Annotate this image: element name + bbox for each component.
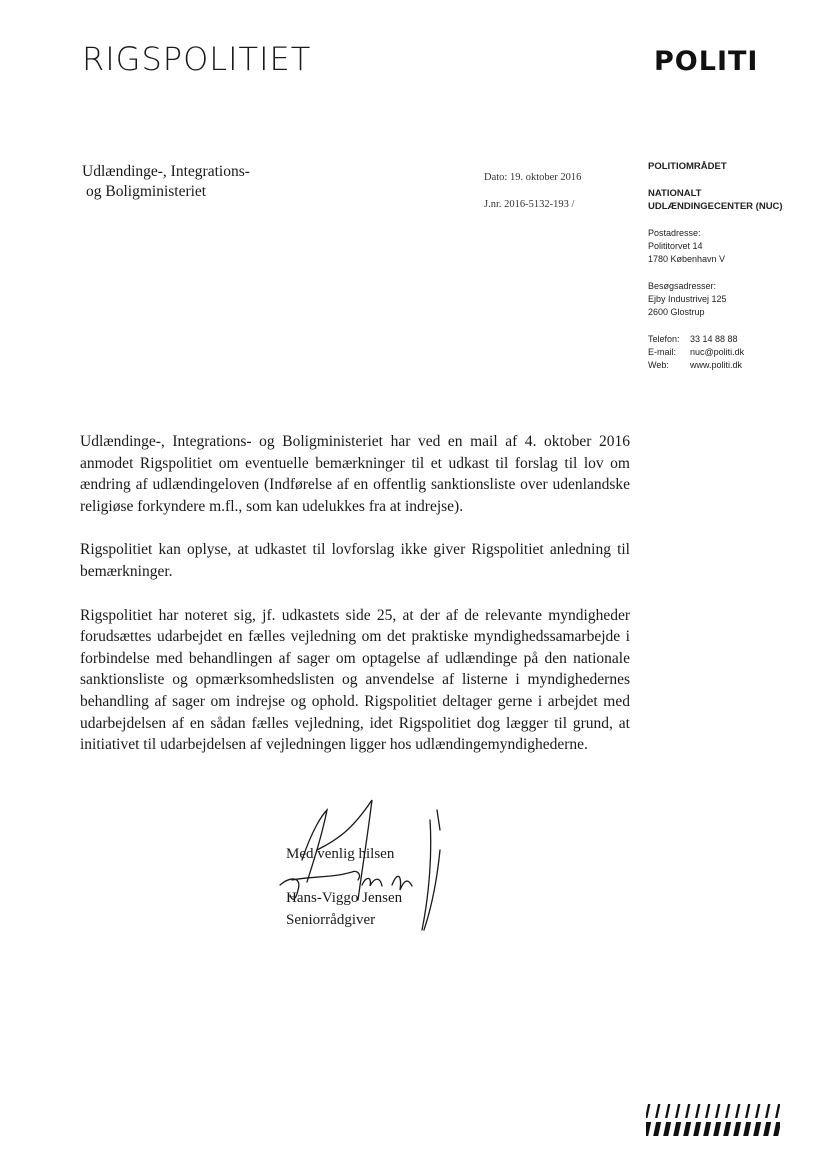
handwritten-signature — [262, 790, 462, 940]
postal-street: Polititorvet 14 — [648, 241, 703, 251]
visit-city: 2600 Glostrup — [648, 307, 705, 317]
addressee-line-2: og Boligministeriet — [86, 183, 207, 200]
email-label: E-mail: — [648, 347, 677, 357]
addressee-line-1: Udlændinge-, Integrations- — [82, 163, 250, 180]
phone-label: Telefon: — [648, 334, 680, 344]
web-label: Web: — [648, 360, 669, 370]
phone-value: 33 14 88 88 — [690, 334, 738, 344]
journal-number: J.nr. 2016-5132-193 / — [484, 199, 575, 210]
addressee — [82, 162, 250, 202]
email-value: nuc@politi.dk — [690, 347, 745, 357]
postal-city: 1780 København V — [648, 254, 726, 264]
organization-name: RIGSPOLITIET — [82, 40, 312, 78]
date: Dato: 19. oktober 2016 — [484, 172, 582, 183]
phone-row — [648, 333, 818, 346]
barcode-stripes — [646, 1104, 780, 1138]
unit-line-1: NATIONALT — [648, 188, 702, 199]
email-row — [648, 346, 818, 359]
letter-body — [80, 431, 630, 778]
paragraph-1: Udlændinge-, Integrations- og Boligministeriet har ved en mail af 4. oktober 2016 anmodet Rigspolitiet om eventuelle bemærkninger til et udkast til forslag til lov om ændring af udlændingeloven (Indførelse af en offentlig sanktionsliste over udenlandske religiøse forkyndere m.fl., som kan udelukkes fra at indrejse). — [80, 433, 630, 515]
signatory-title: Seniorrådgiver — [286, 912, 376, 928]
paragraph-3: Rigspolitiet har noteret sig, jf. udkastets side 25, at der af de relevante myndigheder forudsættes udarbejdet en fælles vejledning om det praktiske myndighedssamarbejde i forbindelse med behandlingen af sager om optagelse af udlændinge på den nationale sanktionsliste og opmærksomhedslisten og anvendelse af listerne i myndighedernes behandling af sager om indrejse og ophold. Rigspolitiet deltager gerne i arbejdet med udarbejdelsen af en sådan fælles vejledning, idet Rigspolitiet dog lægger til grund, at initiativet til udarbejdelsen af vejledningen ligger hos udlændingemyndighederne. — [80, 606, 630, 754]
closing-greeting: Med venlig hilsen — [286, 846, 395, 862]
paragraph-2: Rigspolitiet kan oplyse, at udkastet til lovforslag ikke giver Rigspolitiet anledning til bemærkninger. — [80, 541, 630, 580]
web-value: www.politi.dk — [690, 360, 743, 370]
district-heading: POLITIOMRÅDET — [648, 161, 727, 172]
unit-line-2: UDLÆNDINGECENTER (NUC) — [648, 201, 783, 212]
sender-sidebar — [648, 160, 818, 372]
web-row — [648, 359, 818, 372]
postal-label: Postadresse: — [648, 228, 701, 238]
signatory-name: Hans-Viggo Jensen — [286, 890, 403, 906]
visit-street: Ejby Industrivej 125 — [648, 294, 727, 304]
visit-label: Besøgsadresser: — [648, 281, 717, 291]
letter-meta — [484, 164, 581, 218]
politi-logo: POLITI — [654, 46, 759, 77]
